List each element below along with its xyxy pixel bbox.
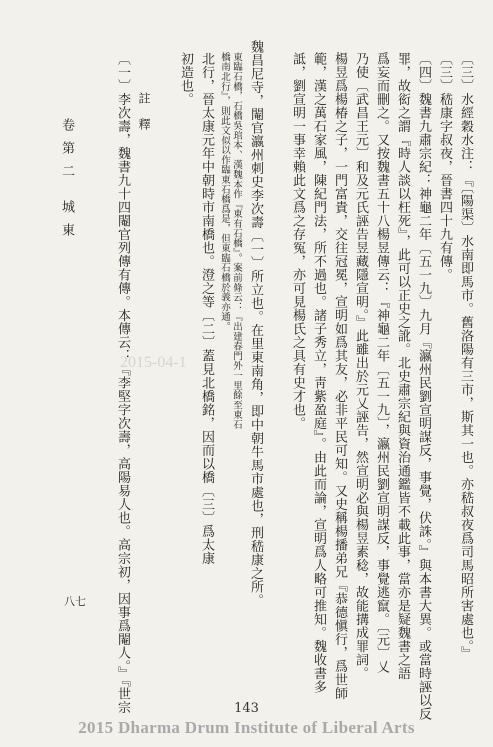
text-column: 〔三〕水經穀水注：『〔陽渠〕水南即馬市。舊洛陽有三市，斯其一也。亦嵇叔夜爲司馬昭所害處也。』 (458, 52, 473, 660)
text-column: 詆，劉宣明一事幸賴此文爲之存冤，亦可見楊氏之具有史才也。 (290, 52, 305, 430)
scan-page-number: 143 (234, 701, 259, 716)
text-column: 北行，晉太康元年中朝時市南橋也。澄之等〔二〕蓋見北橋銘，因而以橋〔三〕爲太康 (199, 52, 214, 565)
notes-heading: 註 釋 (137, 92, 151, 131)
text-column: 初造也。 (178, 52, 193, 106)
date-watermark: 2015-04-1 (120, 354, 187, 371)
text-column: 〔四〕魏書九肅宗紀：神龜二年〔五一九〕九月『瀛州民劉宣明謀反，事覺，伏誅。』與本書大異。或當時誣以反 (416, 52, 431, 721)
volume-header: 卷第二 (59, 118, 74, 187)
section-header: 城東 (59, 200, 74, 246)
footer-watermark: 2015 Dharma Drum Institute of Liberal Arts (78, 718, 415, 737)
text-column: 魏昌尼寺，閹官瀛州刺史李次壽〔一〕所立也。在里東南角，即中朝牛馬市處也，刑嵇康之所。 (248, 40, 263, 607)
text-column: 罪，故衒之謂『時人談以枉死』，此可以正史之訛。北史肅宗紀與資治通鑑皆不載此事，當亦是疑魏書之語 (395, 52, 410, 680)
text-column: 範，漢之萬石家風，陳紀門法，所不過也。諸子秀立，靑紫盈庭』。由此而論，宣明爲人略可推知。魏收書多 (311, 52, 326, 694)
annotation-column: 橋南北行』，則此文似以作臨東石橋爲是，但東臨石橋於義亦通。 (219, 52, 230, 332)
text-column: 爲妄而刪之。又按魏書五十八楊昱傳云：『神龜二年〔五一九〕，瀛州民劉宣明謀反，事覺逃竄。〔元〕乂 (374, 52, 389, 674)
text-column: 〔三〕嵇康字叔夜，晉書四十九有傳。 (437, 52, 452, 282)
annotation-column: 東臨石橋，石橋吳琯本、漢魏本作『東有石橋』。案前條云：『出建春門外一里餘至東石 (231, 52, 242, 430)
text-column: 楊昱爲楊椿之子，一門富貴，交往冠冕，宣明如爲其友，必非平民可知。又史稱楊播弟兄『恭德愼行，爲世師 (332, 52, 347, 700)
text-column: 乃使〔武昌王元〕和及元氏誣告昱藏隱宣明。』此雖出於元乂誣告，然宣明必與楊昱素稔，故能搆成罪詞。 (353, 52, 368, 680)
page-number: 八七 (64, 595, 86, 608)
text-column: 〔一〕李次壽，魏書九十四閹官列傳有傳。本傳云：『李堅字次壽，高陽易人也。高宗初，因事爲閹人。』『世宗 (115, 52, 130, 714)
